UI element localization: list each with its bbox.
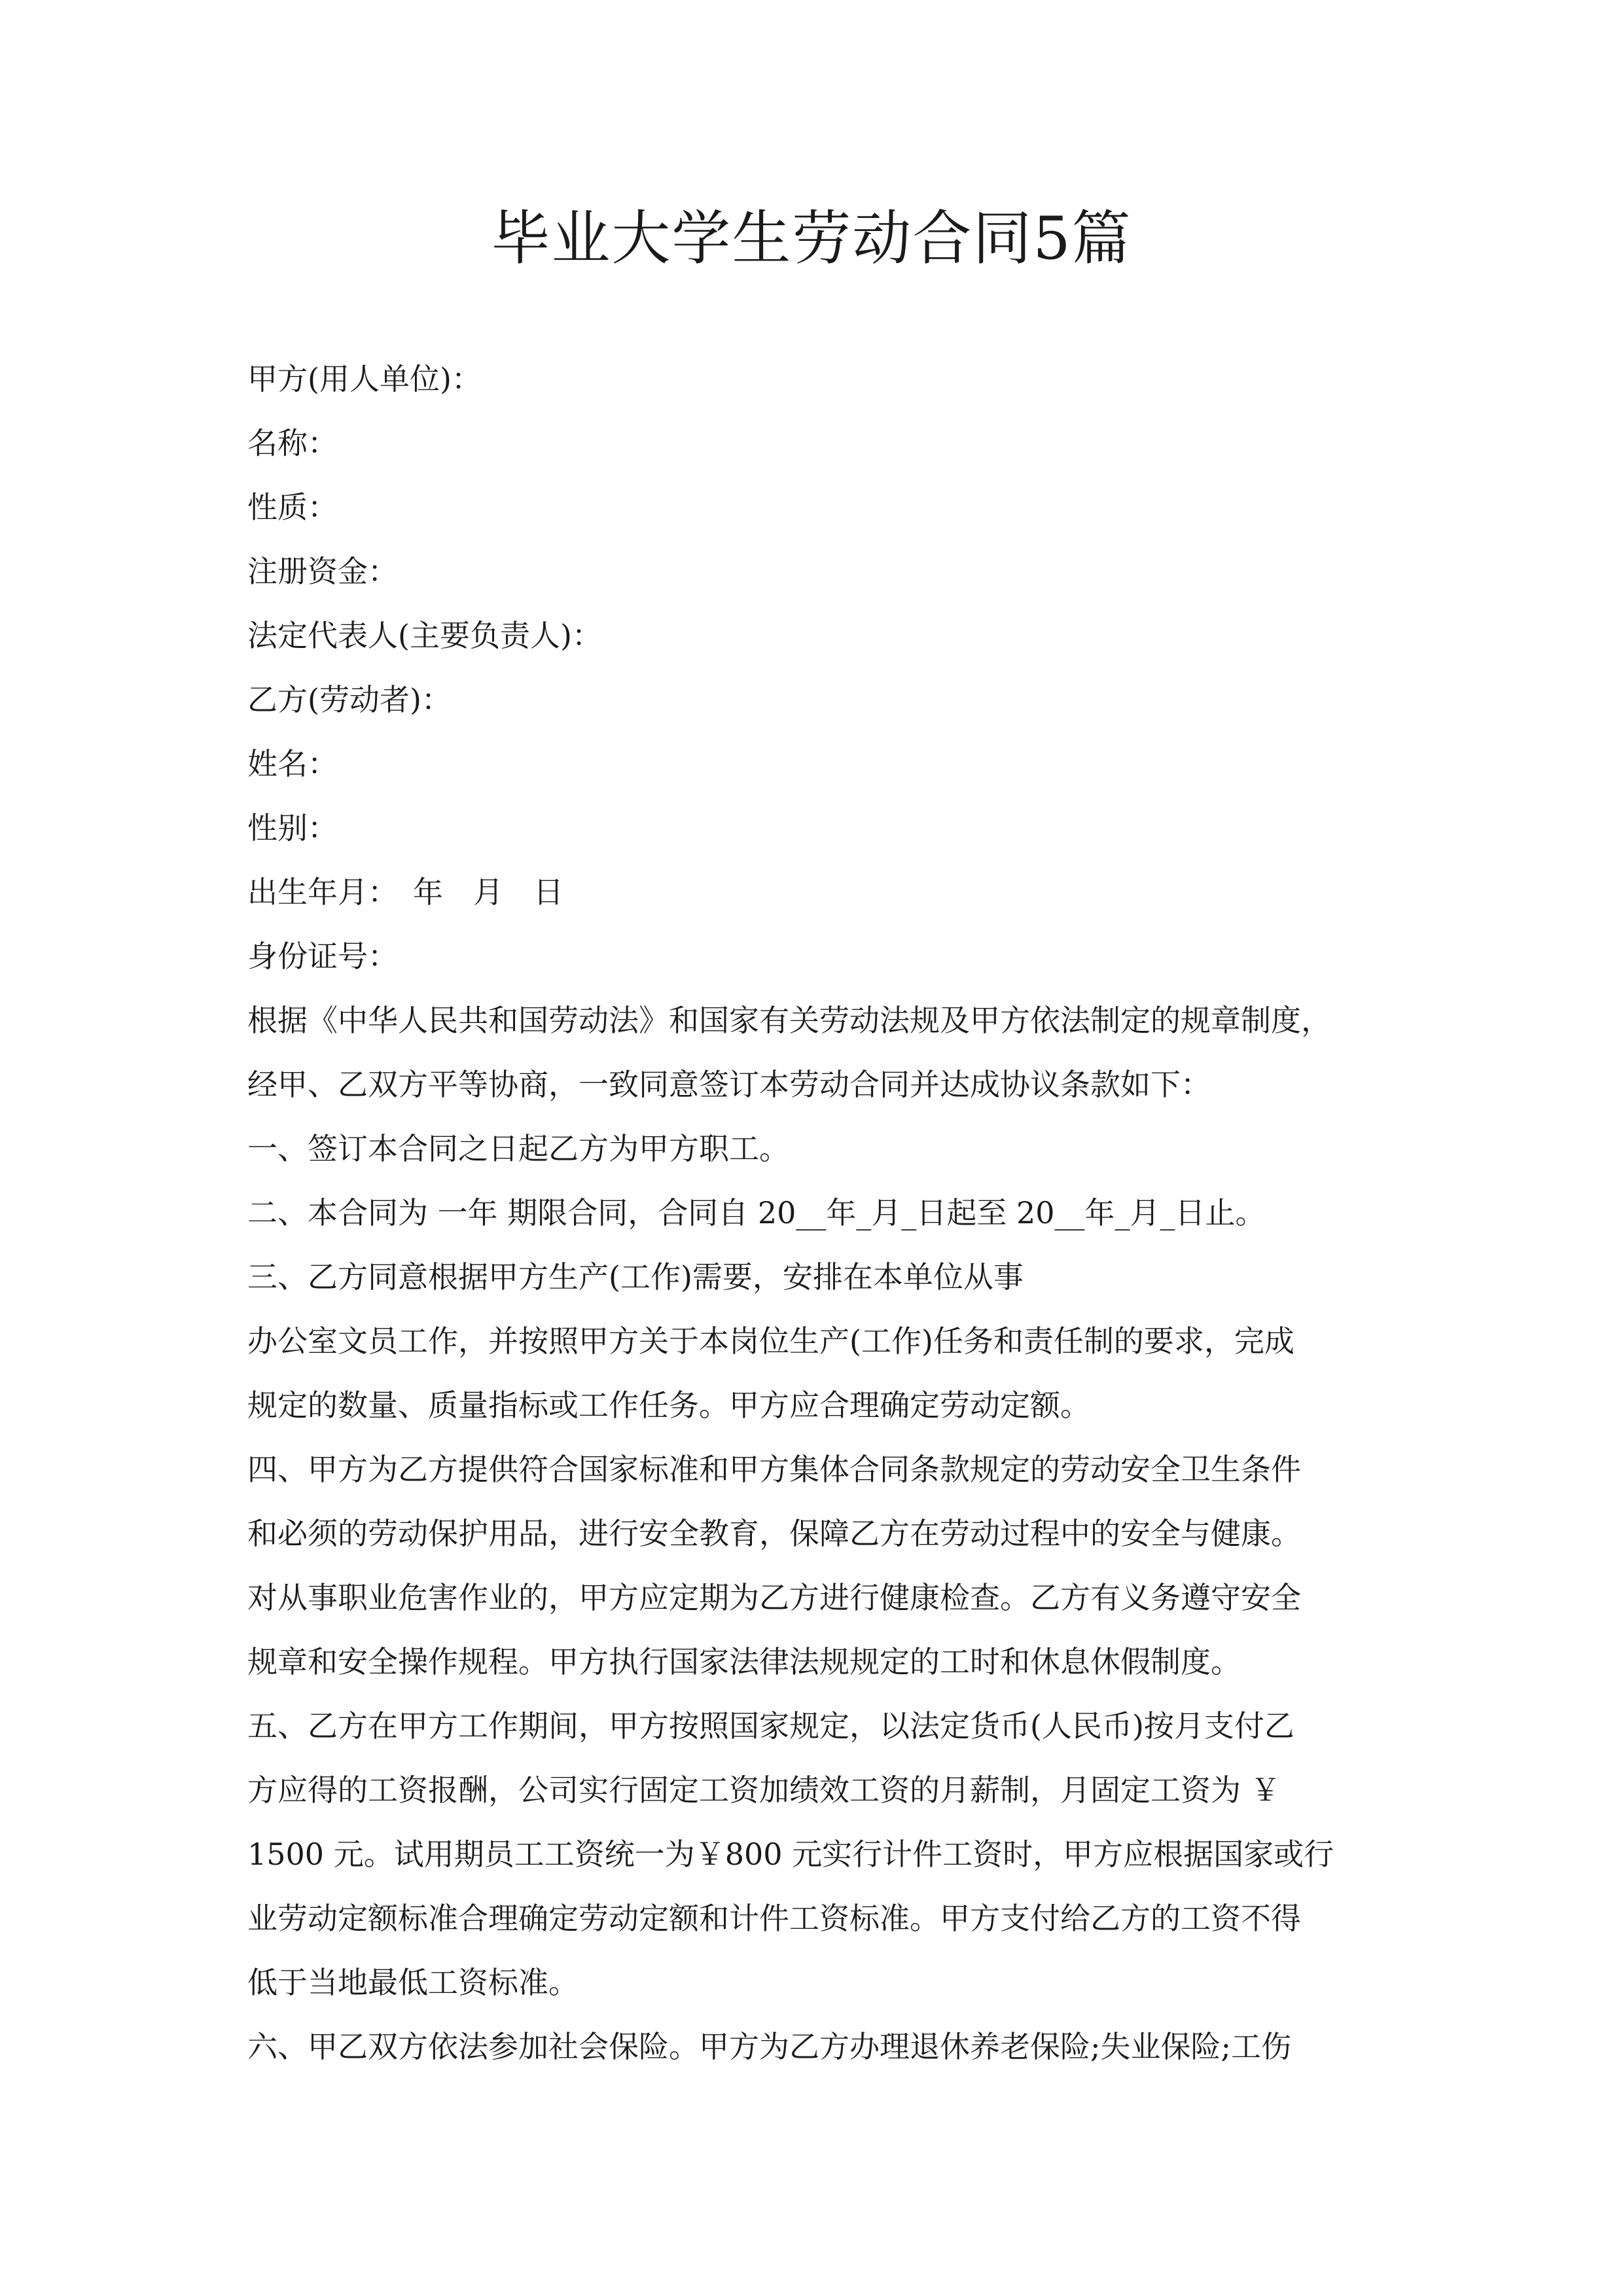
party-a-heading: 甲方(用人单位)： bbox=[247, 361, 482, 397]
clause-5-line: 方应得的工资报酬，公司实行固定工资加绩效工资的月薪制，月固定工资为 ￥ bbox=[247, 1772, 1281, 1808]
clause-5-line: 五、乙方在甲方工作期间，甲方按照国家规定，以法定货币(人民币)按月支付乙 bbox=[247, 1708, 1294, 1744]
clause-4-line: 规章和安全操作规程。甲方执行国家法律法规规定的工时和休息休假制度。 bbox=[247, 1644, 1241, 1679]
preamble-line: 根据《中华人民共和国劳动法》和国家有关劳动法规及甲方依法制定的规章制度， bbox=[247, 1003, 1331, 1038]
party-a-nature-field: 性质： bbox=[247, 490, 338, 525]
party-b-name-field: 姓名： bbox=[247, 746, 338, 781]
clause-4-line: 对从事职业危害作业的，甲方应定期为乙方进行健康检查。乙方有义务遵守安全 bbox=[247, 1580, 1301, 1615]
clause-3-line: 办公室文员工作，并按照甲方关于本岗位生产(工作)任务和责任制的要求，完成 bbox=[247, 1323, 1294, 1359]
party-a-representative-field: 法定代表人(主要负责人)： bbox=[247, 618, 602, 653]
party-a-name-field: 名称： bbox=[247, 425, 338, 461]
document-body bbox=[247, 347, 1412, 2079]
clause-2: 二、本合同为 一年 期限合同，合同自 20__年_月_日起至 20__年_月_日止。 bbox=[247, 1195, 1266, 1230]
document-title: 毕业大学生劳动合同5篇 bbox=[491, 204, 1132, 273]
clause-1: 一、签订本合同之日起乙方为甲方职工。 bbox=[247, 1131, 789, 1166]
party-a-capital-field: 注册资金： bbox=[247, 554, 398, 589]
party-b-heading: 乙方(劳动者)： bbox=[247, 682, 452, 717]
party-b-birthdate-field: 出生年月： 年 月 日 bbox=[247, 874, 563, 910]
party-b-id-number-field: 身份证号： bbox=[247, 939, 398, 974]
clause-5-line: 低于当地最低工资标准。 bbox=[247, 1965, 579, 2000]
clause-4-line: 和必须的劳动保护用品，进行安全教育，保障乙方在劳动过程中的安全与健康。 bbox=[247, 1516, 1301, 1551]
clause-5-line: 业劳动定额标准合理确定劳动定额和计件工资标准。甲方支付给乙方的工资不得 bbox=[247, 1901, 1301, 1936]
clause-5-line: 1500 元。试用期员工工资统一为￥800 元实行计件工资时，甲方应根据国家或行 bbox=[247, 1837, 1334, 1872]
clause-3-line: 三、乙方同意根据甲方生产(工作)需要，安排在本单位从事 bbox=[247, 1259, 1024, 1295]
clause-6-line: 六、甲乙双方依法参加社会保险。甲方为乙方办理退休养老保险;失业保险;工伤 bbox=[247, 2029, 1291, 2064]
party-b-gender-field: 性别： bbox=[247, 810, 338, 846]
clause-3-line: 规定的数量、质量指标或工作任务。甲方应合理确定劳动定额。 bbox=[247, 1388, 1090, 1423]
clause-4-line: 四、甲方为乙方提供符合国家标准和甲方集体合同条款规定的劳动安全卫生条件 bbox=[247, 1452, 1301, 1487]
preamble-line: 经甲、乙双方平等协商，一致同意签订本劳动合同并达成协议条款如下： bbox=[247, 1067, 1211, 1102]
